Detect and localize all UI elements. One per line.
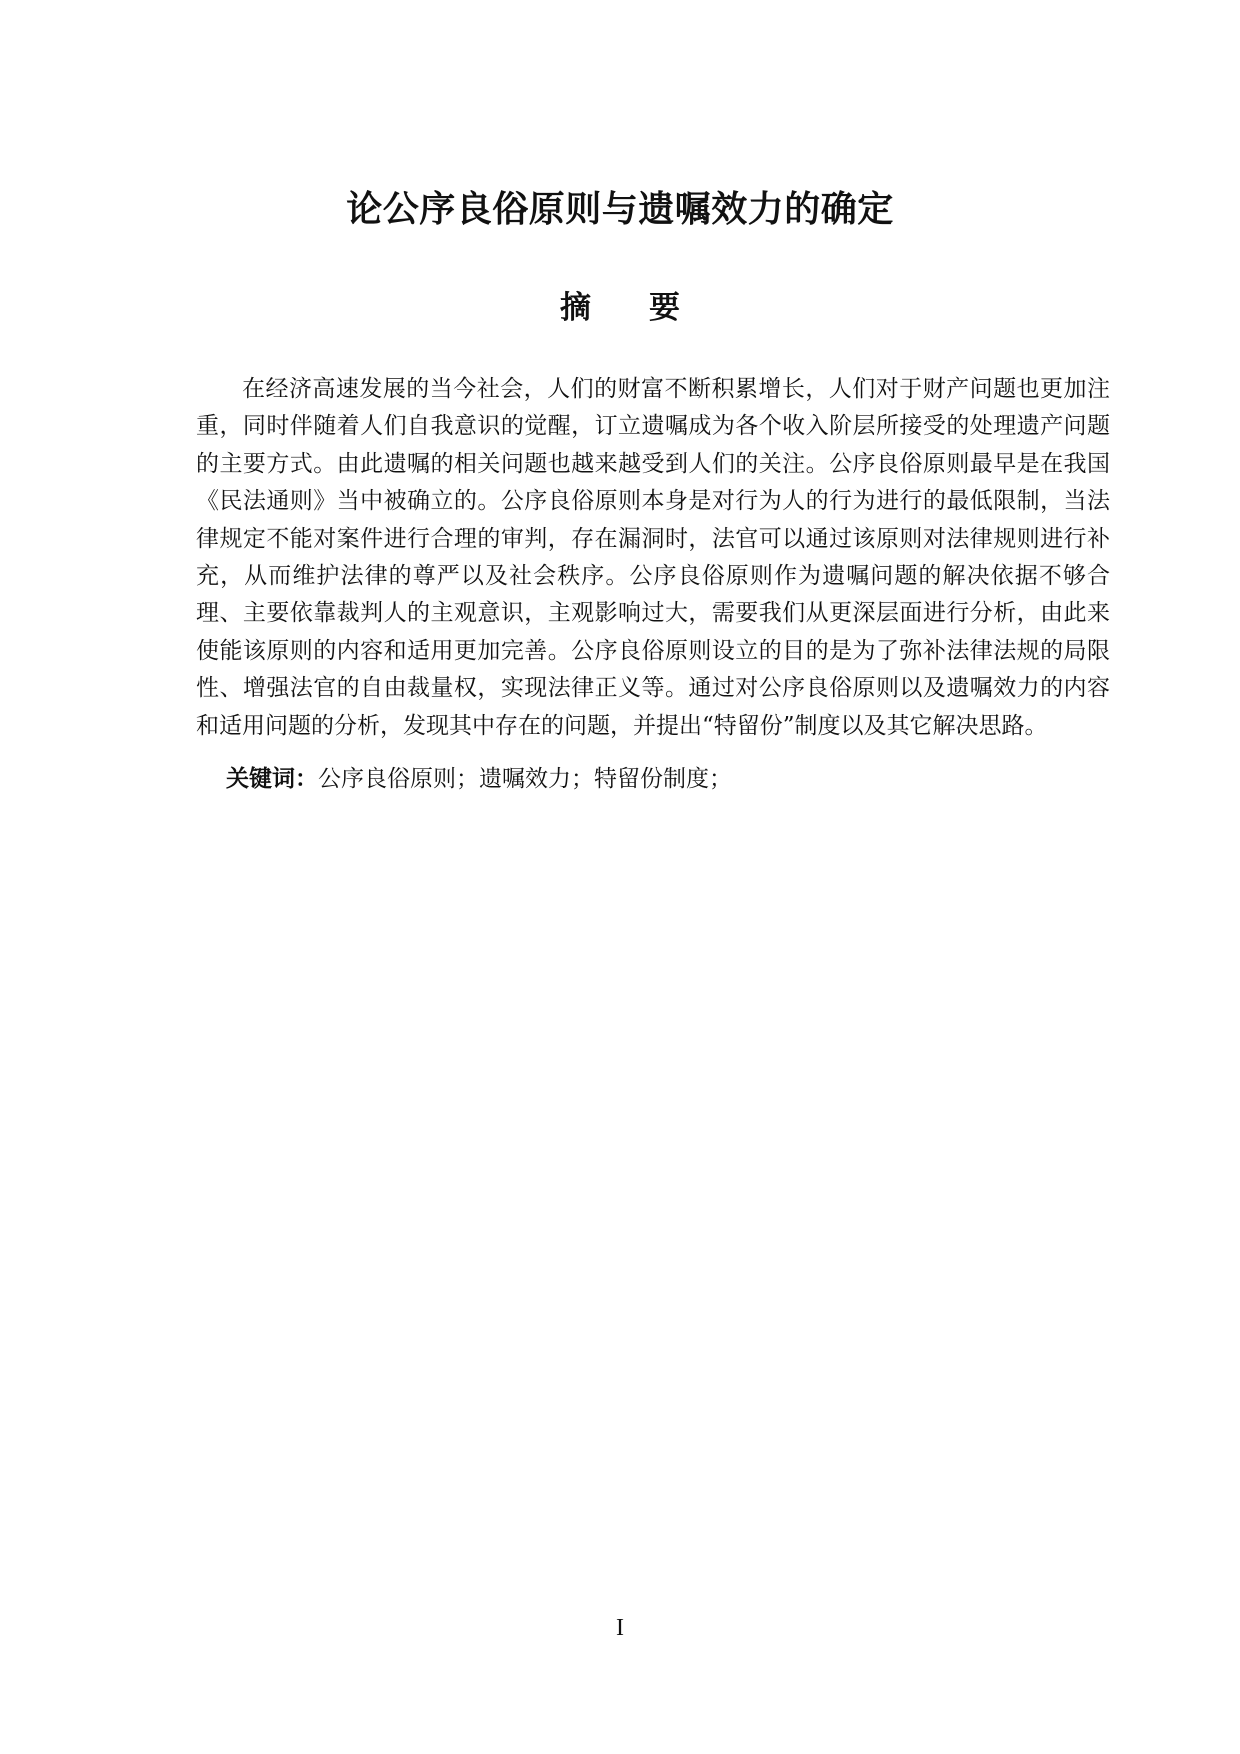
keywords-text: 公序良俗原则；遗嘱效力；特留份制度； <box>318 766 732 792</box>
abstract-heading: 摘要 <box>560 290 738 326</box>
abstract-paragraph: 在经济高速发展的当今社会，人们的财富不断积累增长，人们对于财产问题也更加注重，同时伴随着人们自我意识的觉醒，订立遗嘱成为各个收入阶层所接受的处理遗产问题的主要方式。由此遗嘱的相关问题也越来越受到人们的关注。公序良俗原则最早是在我国《民法通则》当中被确立的。公序良俗原则本身是对行为人的行为进行的最低限制，当法律规定不能对案件进行合理的审判，存在漏洞时，法官可以通过该原则对法律规则进行补充，从而维护法律的尊严以及社会秩序。公序良俗原则作为遗嘱问题的解决依据不够合理、主要依靠裁判人的主观意识，主观影响过大，需要我们从更深层面进行分析，由此来使能该原则的内容和适用更加完善。公序良俗原则设立的目的是为了弥补法律法规的局限性、增强法官的自由裁量权，实现法律正义等。通过对公序良俗原则以及遗嘱效力的内容和适用问题的分析，发现其中存在的问题，并提出“特留份”制度以及其它解决思路。 <box>196 376 1110 739</box>
keywords-label: 关键词： <box>226 766 318 792</box>
document-title: 论公序良俗原则与遗嘱效力的确定 <box>346 189 894 230</box>
keywords-line <box>226 763 732 795</box>
page-number: I <box>616 1615 624 1641</box>
